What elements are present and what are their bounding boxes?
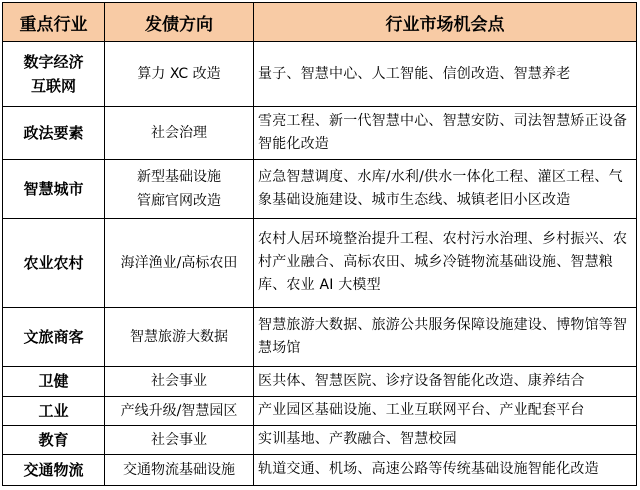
direction-cell: 智慧旅游大数据 [105,307,254,366]
direction-cell [105,160,254,219]
table-row [3,454,637,485]
opportunity-cell: 产业园区基础设施、工业互联网平台、产业配套平台 [254,396,637,425]
opportunity-cell: 医共体、智慧医院、诊疗设备智能化改造、康养结合 [254,366,637,396]
opportunity-cell: 量子、智慧中心、人工智能、信创改造、智慧养老 [254,42,637,107]
opportunity-cell: 雪亮工程、新一代智慧中心、智慧安防、司法智慧矫正设备智能化改造 [254,107,637,160]
opportunity-cell: 实训基地、产教融合、智慧校园 [254,425,637,454]
industry-cell: 交通物流 [3,454,105,485]
direction-cell: 产线升级/智慧园区 [105,396,254,425]
direction-cell: 社会事业 [105,366,254,396]
industry-cell: 卫健 [3,366,105,396]
direction-cell: 交通物流基础设施 [105,454,254,485]
opportunity-cell: 应急智慧调度、水库/水利/供水一体化工程、灌区工程、气象基础设施建设、城市生态线、城镇老旧小区改造 [254,160,637,219]
table-row [3,107,637,160]
opportunity-cell: 农村人居环境整治提升工程、农村污水治理、乡村振兴、农村产业融合、高标农田、城乡冷链物流基础设施、智慧粮库、农业 AI 大模型 [254,219,637,307]
direction-cell: 社会事业 [105,425,254,454]
table-row [3,425,637,454]
table-row [3,307,637,366]
table-row [3,396,637,425]
table-row [3,160,637,219]
industry-line-1: 数字经济 [23,53,84,72]
direction-cell: 算力 XC 改造 [105,42,254,107]
industry-cell: 工业 [3,396,105,425]
header-industry: 重点行业 [3,3,105,42]
table-row [3,366,637,396]
table-row [3,219,637,307]
industry-cell: 智慧城市 [3,160,105,219]
industry-cell: 政法要素 [3,107,105,160]
direction-cell: 社会治理 [105,107,254,160]
direction-cell: 海洋渔业/高标农田 [105,219,254,307]
opportunity-cell: 智慧旅游大数据、旅游公共服务保障设施建设、博物馆等智慧场馆 [254,307,637,366]
industry-cell: 文旅商客 [3,307,105,366]
header-opportunity: 行业市场机会点 [254,3,637,42]
table-row [3,42,637,107]
industry-line-2: 互联网 [30,77,76,96]
industry-cell: 教育 [3,425,105,454]
direction-line-2: 管廊官网改造 [137,193,221,210]
header-direction: 发债方向 [105,3,254,42]
industry-cell [3,42,105,107]
table-header-row [3,3,637,42]
industry-cell: 农业农村 [3,219,105,307]
direction-line-1: 新型基础设施 [137,169,221,186]
opportunity-cell: 轨道交通、机场、高速公路等传统基础设施智能化改造 [254,454,637,485]
industry-opportunity-table [2,2,637,486]
